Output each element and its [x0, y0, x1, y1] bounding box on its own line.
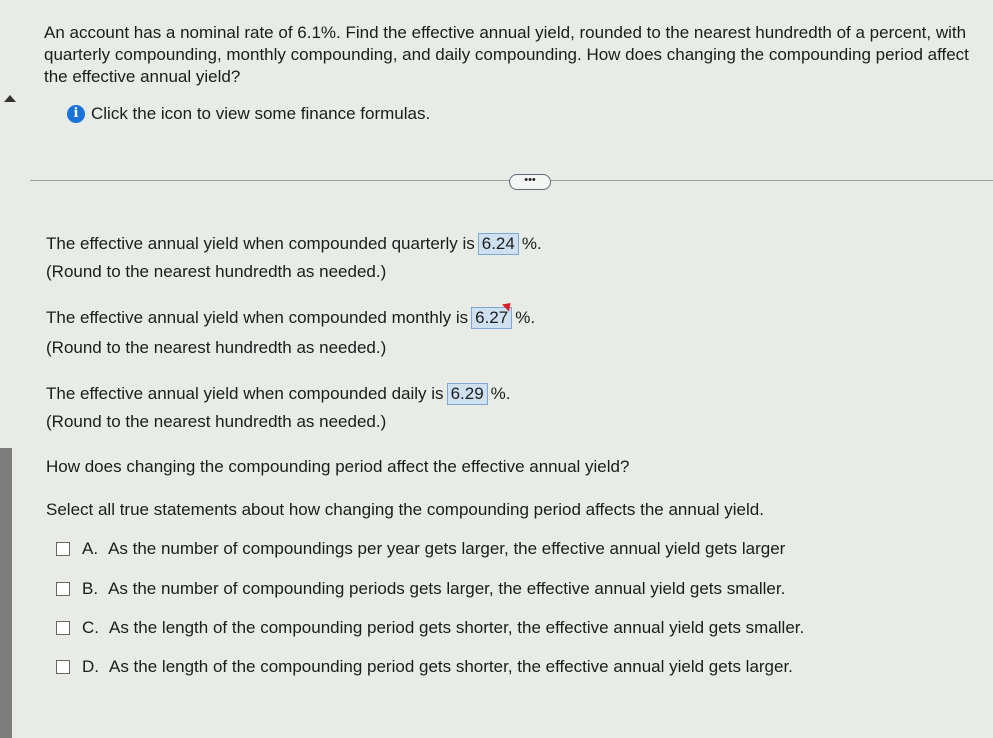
answer-input-quarterly[interactable]: [478, 233, 519, 255]
answer-input-monthly[interactable]: [471, 307, 512, 329]
option-text: As the number of compounding periods gets larger, the effective annual yield gets smaller.: [108, 579, 786, 598]
answer-monthly: [46, 306, 535, 330]
answer-daily: [46, 382, 511, 406]
option-b-checkbox[interactable]: [56, 582, 70, 596]
answer-input-daily[interactable]: [447, 383, 488, 405]
option-text: As the length of the compounding period gets shorter, the effective annual yield gets smaller.: [109, 618, 805, 637]
option-d[interactable]: [56, 656, 793, 678]
more-button[interactable]: •••: [509, 174, 551, 190]
option-c-checkbox[interactable]: [56, 621, 70, 635]
answer-quarterly: [46, 232, 542, 256]
round-note: (Round to the nearest hundredth as needed.): [46, 338, 387, 357]
option-letter: D.: [82, 657, 99, 676]
info-icon[interactable]: i: [67, 105, 85, 123]
answer-prefix: The effective annual yield when compounded quarterly is: [46, 234, 475, 253]
info-text: Click the icon to view some finance formulas.: [91, 104, 431, 123]
scrollbar[interactable]: [0, 448, 12, 738]
answer-suffix: %.: [490, 384, 511, 403]
option-d-checkbox[interactable]: [56, 660, 70, 674]
option-a[interactable]: [56, 538, 785, 560]
option-b[interactable]: [56, 578, 785, 600]
round-note: (Round to the nearest hundredth as needed.): [46, 412, 387, 431]
option-text: As the length of the compounding period gets shorter, the effective annual yield gets larger.: [109, 657, 793, 676]
collapse-arrow-icon[interactable]: [4, 95, 16, 102]
option-letter: A.: [82, 539, 99, 558]
option-c[interactable]: [56, 617, 804, 639]
answer-value: 6.27: [475, 308, 509, 327]
question-text: An account has a nominal rate of 6.1%. Find the effective annual yield, rounded to the nearest hundredth of a percent, with quarterly compounding, monthly compounding, and daily compounding. How does changing the compounding period affect the effective annual yield?: [44, 23, 969, 86]
option-text: As the number of compoundings per year gets larger, the effective annual yield gets larger: [108, 539, 786, 558]
round-note: (Round to the nearest hundredth as needed.): [46, 262, 387, 281]
instruction-text: Select all true statements about how changing the compounding period affects the annual yield.: [46, 500, 764, 519]
answer-value: 6.24: [481, 234, 515, 253]
info-row: [67, 104, 430, 124]
answer-prefix: The effective annual yield when compounded monthly is: [46, 308, 469, 327]
option-a-checkbox[interactable]: [56, 542, 70, 556]
answer-suffix: %.: [521, 234, 542, 253]
answer-value: 6.29: [450, 384, 484, 403]
follow-up-question: How does changing the compounding period affect the effective annual yield?: [46, 457, 630, 476]
option-letter: C.: [82, 618, 99, 637]
answer-suffix: %.: [515, 308, 536, 327]
option-letter: B.: [82, 579, 99, 598]
answer-prefix: The effective annual yield when compounded daily is: [46, 384, 444, 403]
